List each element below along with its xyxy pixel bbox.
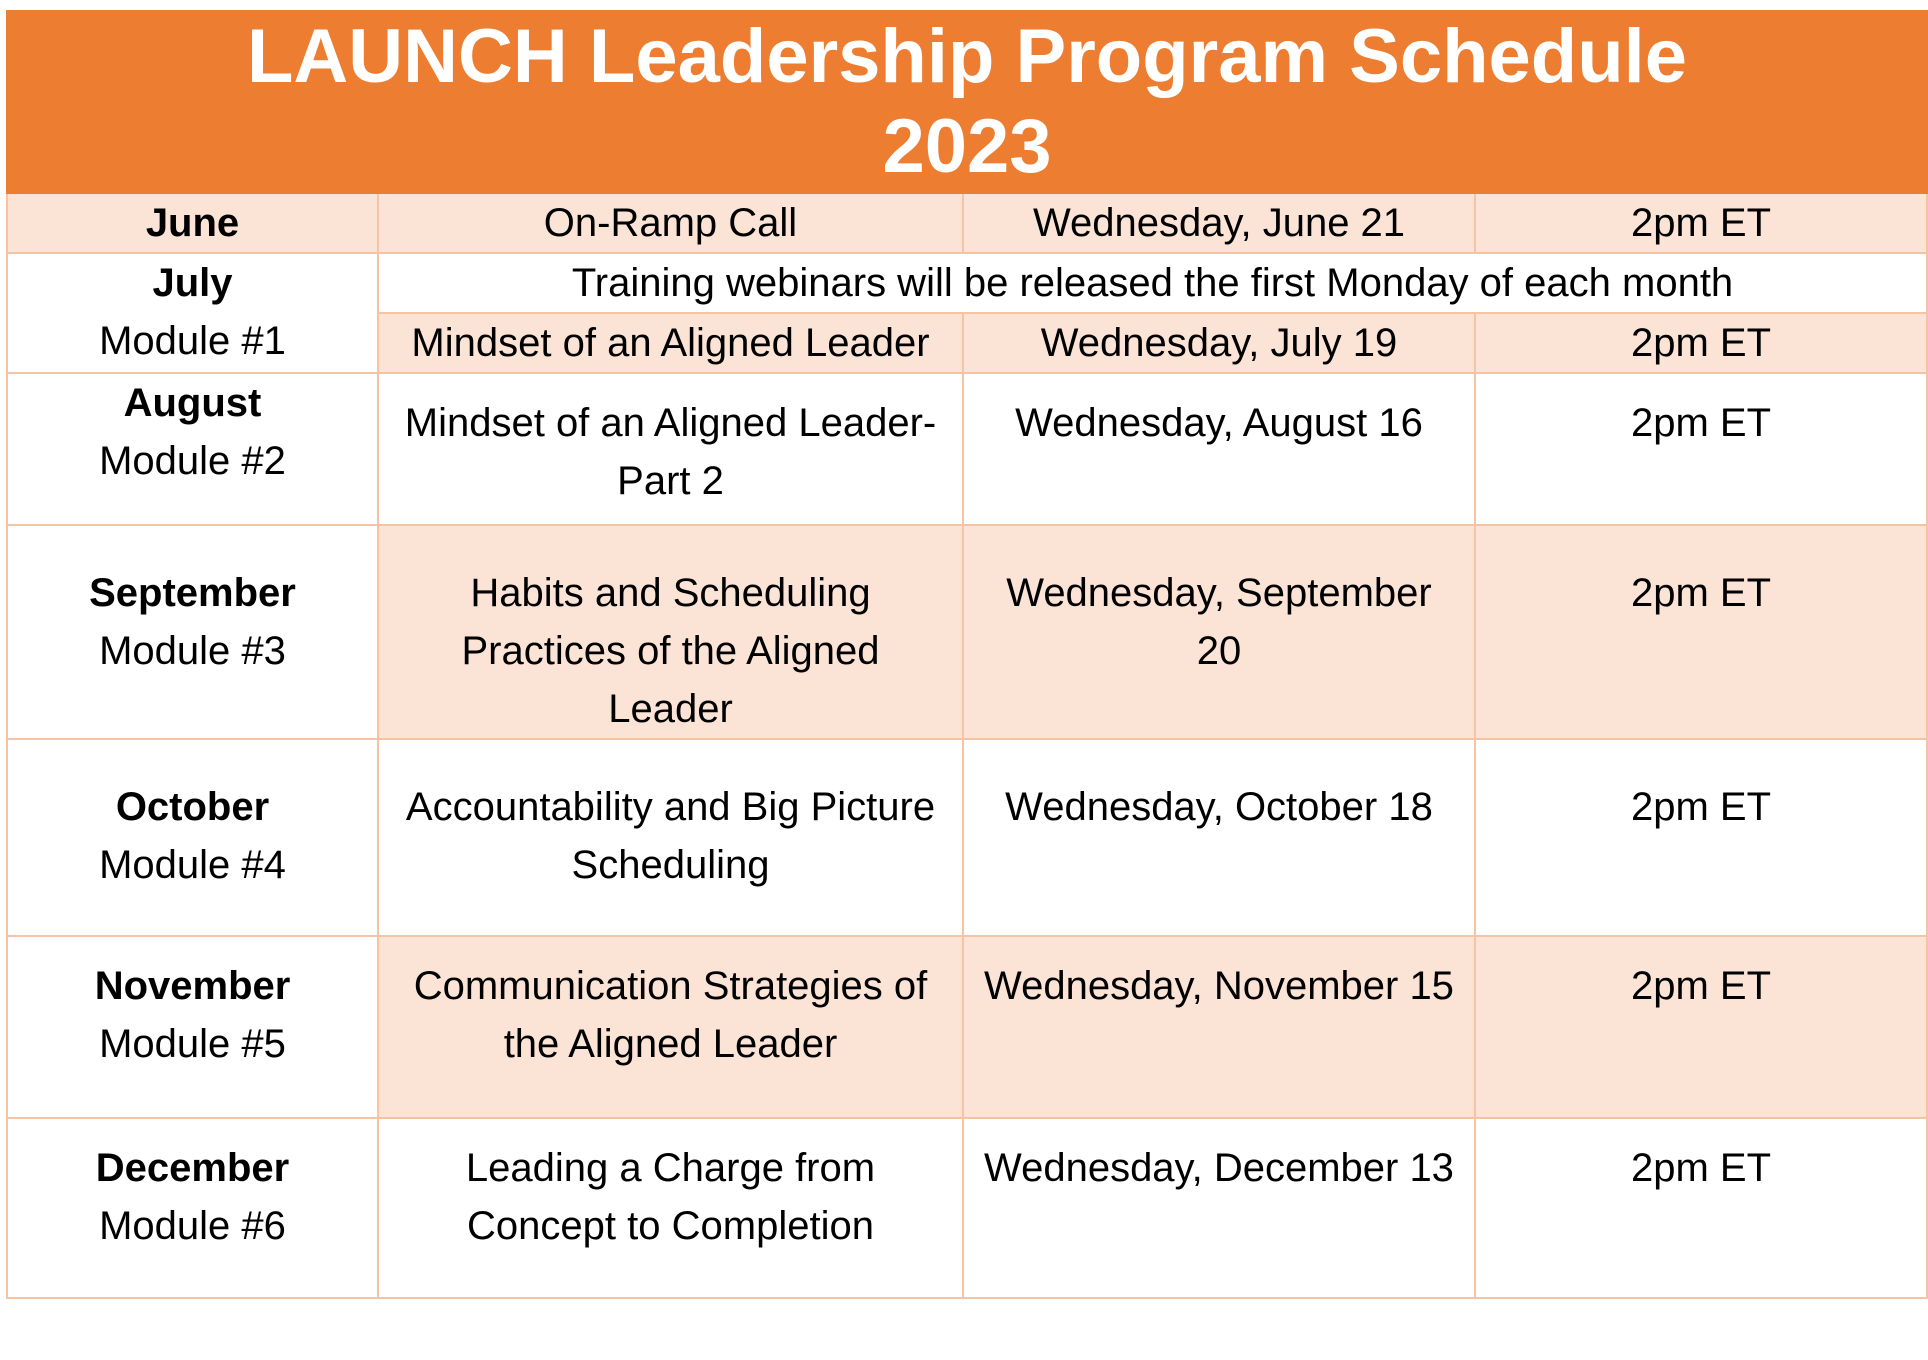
month-label: October: [115, 785, 270, 829]
session-time: 2pm ET: [1630, 571, 1772, 615]
month-cell: [7, 373, 378, 525]
session-time: 2pm ET: [1630, 964, 1772, 1008]
session-title-line-1: Habits and Scheduling: [470, 571, 871, 615]
session-cell: [378, 373, 963, 525]
session-cell: [378, 313, 963, 373]
table-row-november: [7, 936, 1927, 1118]
module-label: Module #1: [99, 319, 286, 363]
month-label: November: [94, 964, 291, 1008]
table-row-july-note: [7, 253, 1927, 313]
date-cell: [963, 1118, 1475, 1298]
session-cell: [378, 525, 963, 739]
session-cell: [378, 1118, 963, 1298]
table-row-september: [7, 525, 1927, 739]
session-title-line-2: Concept to Completion: [467, 1204, 874, 1248]
session-date: Wednesday, June 21: [1032, 201, 1406, 245]
session-cell: [378, 936, 963, 1118]
module-label: Module #3: [99, 629, 286, 673]
time-cell: [1475, 193, 1927, 253]
date-cell: [963, 193, 1475, 253]
month-label: September: [89, 571, 296, 615]
session-date: Wednesday, July 19: [1040, 321, 1398, 365]
session-time: 2pm ET: [1630, 321, 1772, 365]
session-title-line-1: Mindset of an Aligned Leader-: [404, 401, 937, 445]
session-date-line-1: Wednesday, September: [1006, 571, 1432, 615]
title-line-2: 2023: [882, 104, 1052, 189]
title-row: [7, 11, 1927, 193]
table-row-october: [7, 739, 1927, 936]
month-cell: [7, 193, 378, 253]
release-note: [378, 253, 1927, 313]
session-title: On-Ramp Call: [543, 201, 798, 245]
session-title-line-2: Part 2: [617, 459, 724, 503]
title-line-1: LAUNCH Leadership Program Schedule: [246, 14, 1688, 99]
session-title-line-3: Leader: [608, 687, 733, 731]
session-date: Wednesday, December 13: [984, 1146, 1454, 1190]
schedule-table: [6, 10, 1928, 1299]
month-cell: [7, 525, 378, 739]
month-label: July: [152, 261, 233, 305]
session-title-line-1: Leading a Charge from: [465, 1146, 876, 1190]
session-cell: [378, 739, 963, 936]
time-cell: [1475, 373, 1927, 525]
table-row-december: [7, 1118, 1927, 1298]
month-cell: [7, 253, 378, 373]
module-label: Module #2: [99, 439, 286, 483]
session-date: Wednesday, October 18: [1005, 785, 1433, 829]
module-label: Module #5: [99, 1022, 286, 1066]
date-cell: [963, 739, 1475, 936]
session-title: Mindset of an Aligned Leader: [411, 321, 930, 365]
session-title-line-1: Communication Strategies of: [413, 964, 928, 1008]
month-label: December: [95, 1146, 290, 1190]
session-time: 2pm ET: [1630, 1146, 1772, 1190]
session-date-line-2: 20: [1196, 629, 1242, 673]
month-cell: [7, 739, 378, 936]
release-note-text: Training webinars will be released the first Monday of each month: [571, 261, 1734, 305]
session-title-line-2: the Aligned Leader: [503, 1022, 838, 1066]
session-time: 2pm ET: [1630, 785, 1772, 829]
date-cell: [963, 936, 1475, 1118]
session-time: 2pm ET: [1630, 201, 1772, 245]
session-date: Wednesday, November 15: [984, 964, 1454, 1008]
session-time: 2pm ET: [1630, 401, 1772, 445]
session-title-line-2: Scheduling: [571, 843, 770, 887]
date-cell: [963, 313, 1475, 373]
module-label: Module #6: [99, 1204, 286, 1248]
time-cell: [1475, 1118, 1927, 1298]
session-title-line-1: Accountability and Big Picture: [405, 785, 936, 829]
time-cell: [1475, 936, 1927, 1118]
table-row-june: [7, 193, 1927, 253]
module-label: Module #4: [99, 843, 286, 887]
date-cell: [963, 525, 1475, 739]
month-label: August: [123, 381, 262, 425]
month-cell: [7, 1118, 378, 1298]
session-date: Wednesday, August 16: [1015, 401, 1423, 445]
page-title: [7, 11, 1927, 193]
session-title-line-2: Practices of the Aligned: [461, 629, 880, 673]
table-row-august: [7, 373, 1927, 525]
session-cell: [378, 193, 963, 253]
time-cell: [1475, 525, 1927, 739]
time-cell: [1475, 739, 1927, 936]
date-cell: [963, 373, 1475, 525]
month-label: June: [145, 201, 240, 245]
time-cell: [1475, 313, 1927, 373]
month-cell: [7, 936, 378, 1118]
